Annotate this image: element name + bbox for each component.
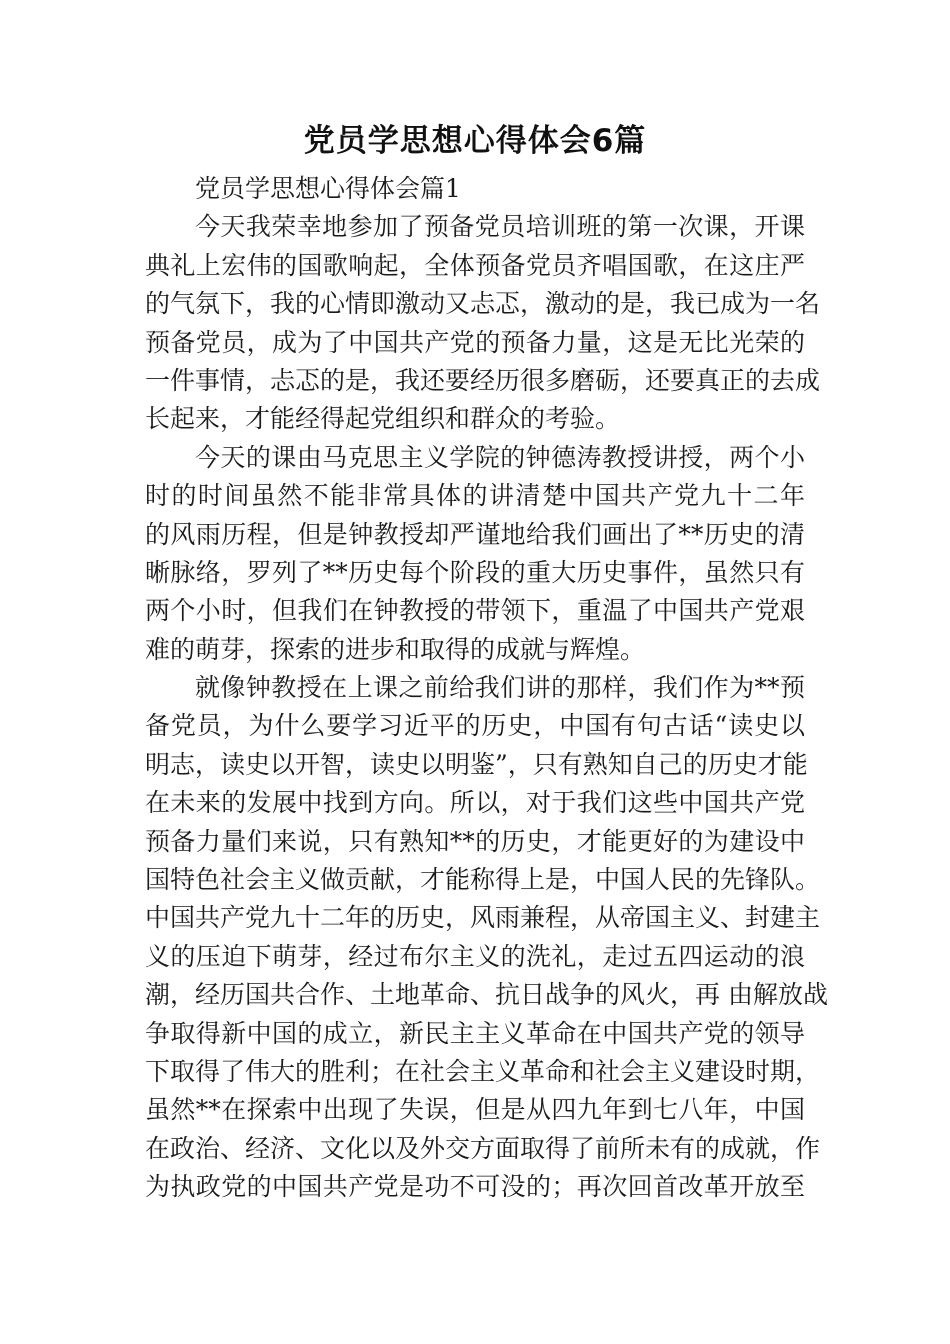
paragraph-3-line-12: 虽然**在探索中出现了失误，但是从四九年到七八年，中国 <box>145 1095 805 1125</box>
paragraph-2-line-3: 的风雨历程，但是钟教授却严谨地给我们画出了**历史的清 <box>145 519 805 549</box>
paragraph-3-line-10: 争取得新中国的成立，新民主主义革命在中国共产党的领导 <box>145 1018 805 1048</box>
paragraph-3-line-3: 明志，读史以开智，读史以明鉴”，只有熟知自己的历史才能 <box>145 749 808 779</box>
paragraph-1-line-5: 一件事情，忐忑的是，我还要经历很多磨砺，还要真正的去成 <box>145 365 821 395</box>
paragraph-3-line-1: 就像钟教授在上课之前给我们讲的那样，我们作为**预 <box>195 673 805 703</box>
paragraph-1-line-4: 预备党员，成为了中国共产党的预备力量，这是无比光荣的 <box>145 327 805 357</box>
paragraph-3-line-14: 为执政党的中国共产党是功不可没的；再次回首改革开放至 <box>145 1172 805 1202</box>
paragraph-2-line-1: 今天的课由马克思主义学院的钟德涛教授讲授，两个小 <box>195 442 805 472</box>
paragraph-3-line-2: 备党员，为什么要学习近平的历史，中国有句古话“读史以 <box>145 711 805 741</box>
paragraph-3-line-7: 中国共产党九十二年的历史，风雨兼程，从帝国主义、封建主 <box>145 903 821 933</box>
section-heading: 党员学思想心得体会篇1 <box>195 174 461 203</box>
paragraph-1-line-6: 长起来，才能经得起党组织和群众的考验。 <box>145 404 621 434</box>
paragraph-3-line-4: 在未来的发展中找到方向。所以，对于我们这些中国共产党 <box>145 788 805 818</box>
paragraph-2-line-2: 时的时间虽然不能非常具体的讲清楚中国共产党九十二年 <box>145 481 805 511</box>
paragraph-3-line-9: 潮，经历国共合作、土地革命、抗日战争的风火，再 由解放战 <box>145 980 828 1010</box>
paragraph-3-line-8: 义的压迫下萌芽，经过布尔主义的洗礼，走过五四运动的浪 <box>145 941 805 971</box>
paragraph-2-line-4: 晰脉络，罗列了**历史每个阶段的重大历史事件，虽然只有 <box>145 557 805 587</box>
paragraph-2-line-5: 两个小时，但我们在钟教授的带领下，重温了中国共产党艰 <box>145 596 805 626</box>
paragraph-1-line-2: 典礼上宏伟的国歌响起，全体预备党员齐唱国歌，在这庄严 <box>145 250 805 280</box>
document-body <box>145 170 828 1207</box>
paragraph-3-line-11: 下取得了伟大的胜利；在社会主义革命和社会主义建设时期， <box>145 1056 821 1086</box>
paragraph-1-line-1: 今天我荣幸地参加了预备党员培训班的第一次课，开课 <box>195 212 805 242</box>
paragraph-3-line-5: 预备力量们来说，只有熟知**的历史，才能更好的为建设中 <box>145 826 805 856</box>
paragraph-3-line-13: 在政治、经济、文化以及外交方面取得了前所未有的成就，作 <box>145 1133 821 1163</box>
paragraph-2-line-6: 难的萌芽，探索的进步和取得的成就与辉煌。 <box>145 634 646 664</box>
paragraph-3-line-6: 国特色社会主义做贡献，才能称得上是，中国人民的先锋队。 <box>145 865 821 895</box>
paragraph-1-line-3: 的气氛下，我的心情即激动又忐忑，激动的是，我已成为一名 <box>145 289 821 319</box>
document-title: 党员学思想心得体会6篇 <box>303 123 647 159</box>
